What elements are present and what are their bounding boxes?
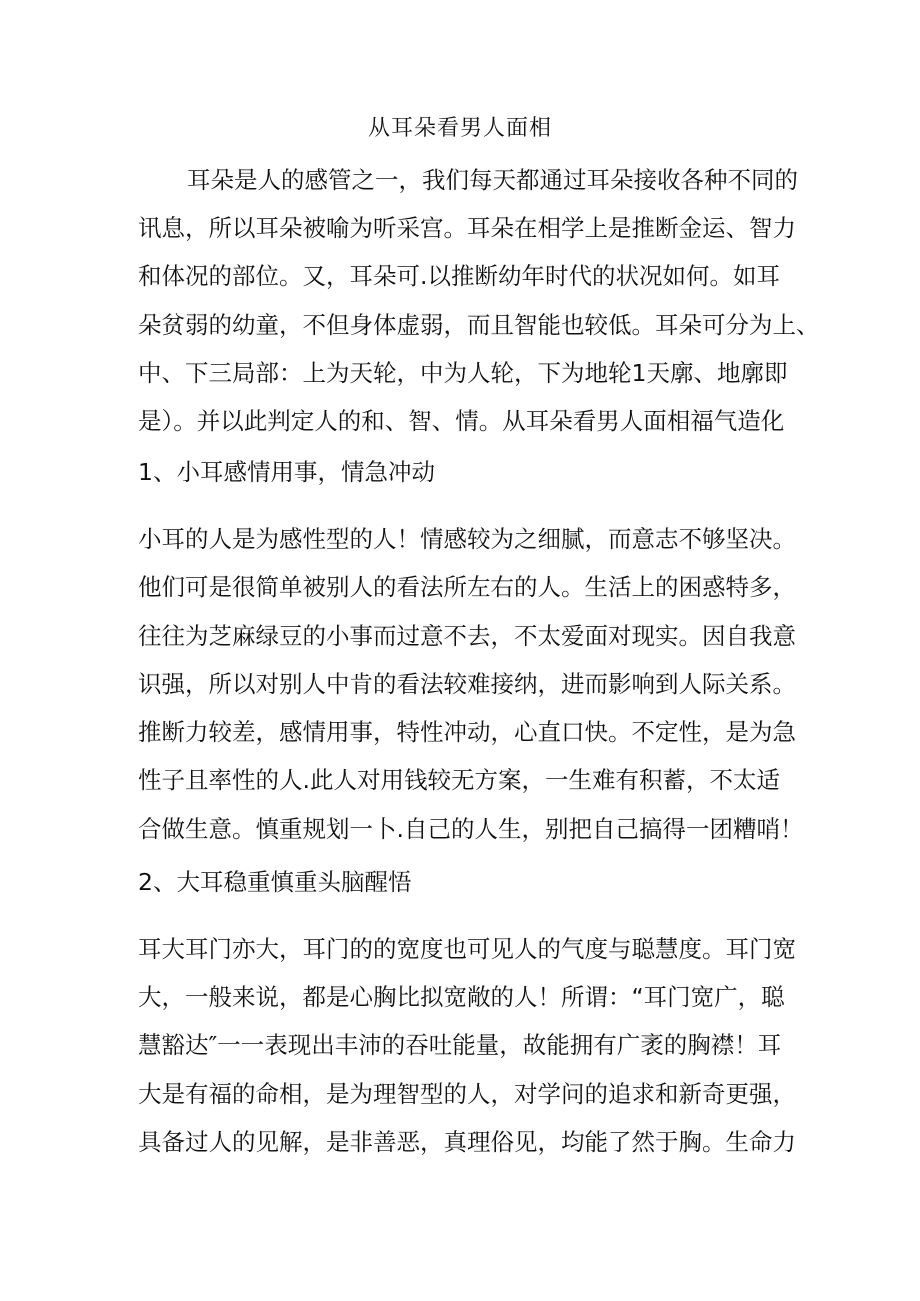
intro-line: 和体况的部位。又，耳朵可.以推断幼年时代的状况如何。如耳: [138, 262, 780, 290]
section2-line: 慧豁达″一一表现出丰沛的吞吐能量，故能拥有广袤的胸襟！耳: [138, 1031, 782, 1059]
section2-line: 耳大耳门亦大，耳门的的宽度也可见人的气度与聪慧度。耳门宽: [138, 935, 796, 963]
intro-line: 朵贫弱的幼童，不但身体虚弱，而且智能也较低。耳朵可分为上、: [138, 311, 820, 339]
intro-line: 中、下三局部：上为天轮，中为人轮，下为地轮1天廓、地廓即: [138, 359, 788, 387]
section1-line: 小耳的人是为感性型的人！情感较为之细腻，而意志不够坚决。: [138, 525, 796, 553]
section1-line: 往往为芝麻绿豆的小事而过意不去，不太爱面对现实。因自我意: [138, 622, 796, 650]
section1-line: 合做生意。慎重规划一卜.自己的人生，别把自己搞得一团糟哨！: [138, 815, 804, 843]
section2-line: 大是有福的命相，是为理智型的人，对学问的追求和新奇更强，: [138, 1080, 796, 1108]
page-title: 从耳朵看男人面相: [367, 116, 552, 141]
section1-line: 性子且率性的人.此人对用钱较无方案，一生难有积蓄，不太适: [138, 766, 780, 794]
section2-line: 具备过人的见解，是非善恶，真理俗见，均能了然于胸。生命力: [138, 1128, 796, 1156]
intro-line: 是）。并以此判定人的和、智、情。从耳朵看男人面相福气造化: [138, 407, 785, 435]
section-heading-1: 1、小耳感情用事，情急冲动: [138, 458, 435, 486]
section2-line: 大，一般来说，都是心胸比拟宽敞的人！所谓：“耳门宽广，聪: [138, 983, 785, 1011]
intro-line: 耳朵是人的感管之一，我们每天都通过耳朵接收各种不同的: [187, 166, 798, 194]
intro-line: 讯息，所以耳朵被喻为听采宫。耳朵在相学上是推断金运、智力: [138, 214, 796, 242]
section-heading-2: 2、大耳稳重慎重头脑醒悟: [138, 868, 412, 896]
section1-line: 推断力较差，感情用事，特性冲动，心直口快。不定性，是为急: [138, 718, 796, 746]
section1-line: 他们可是很简单被别人的看法所左右的人。生活上的困惑特多，: [138, 573, 796, 601]
section1-line: 识强，所以对别人中肯的看法较难接纳，进而影响到人际关系。: [138, 670, 796, 698]
